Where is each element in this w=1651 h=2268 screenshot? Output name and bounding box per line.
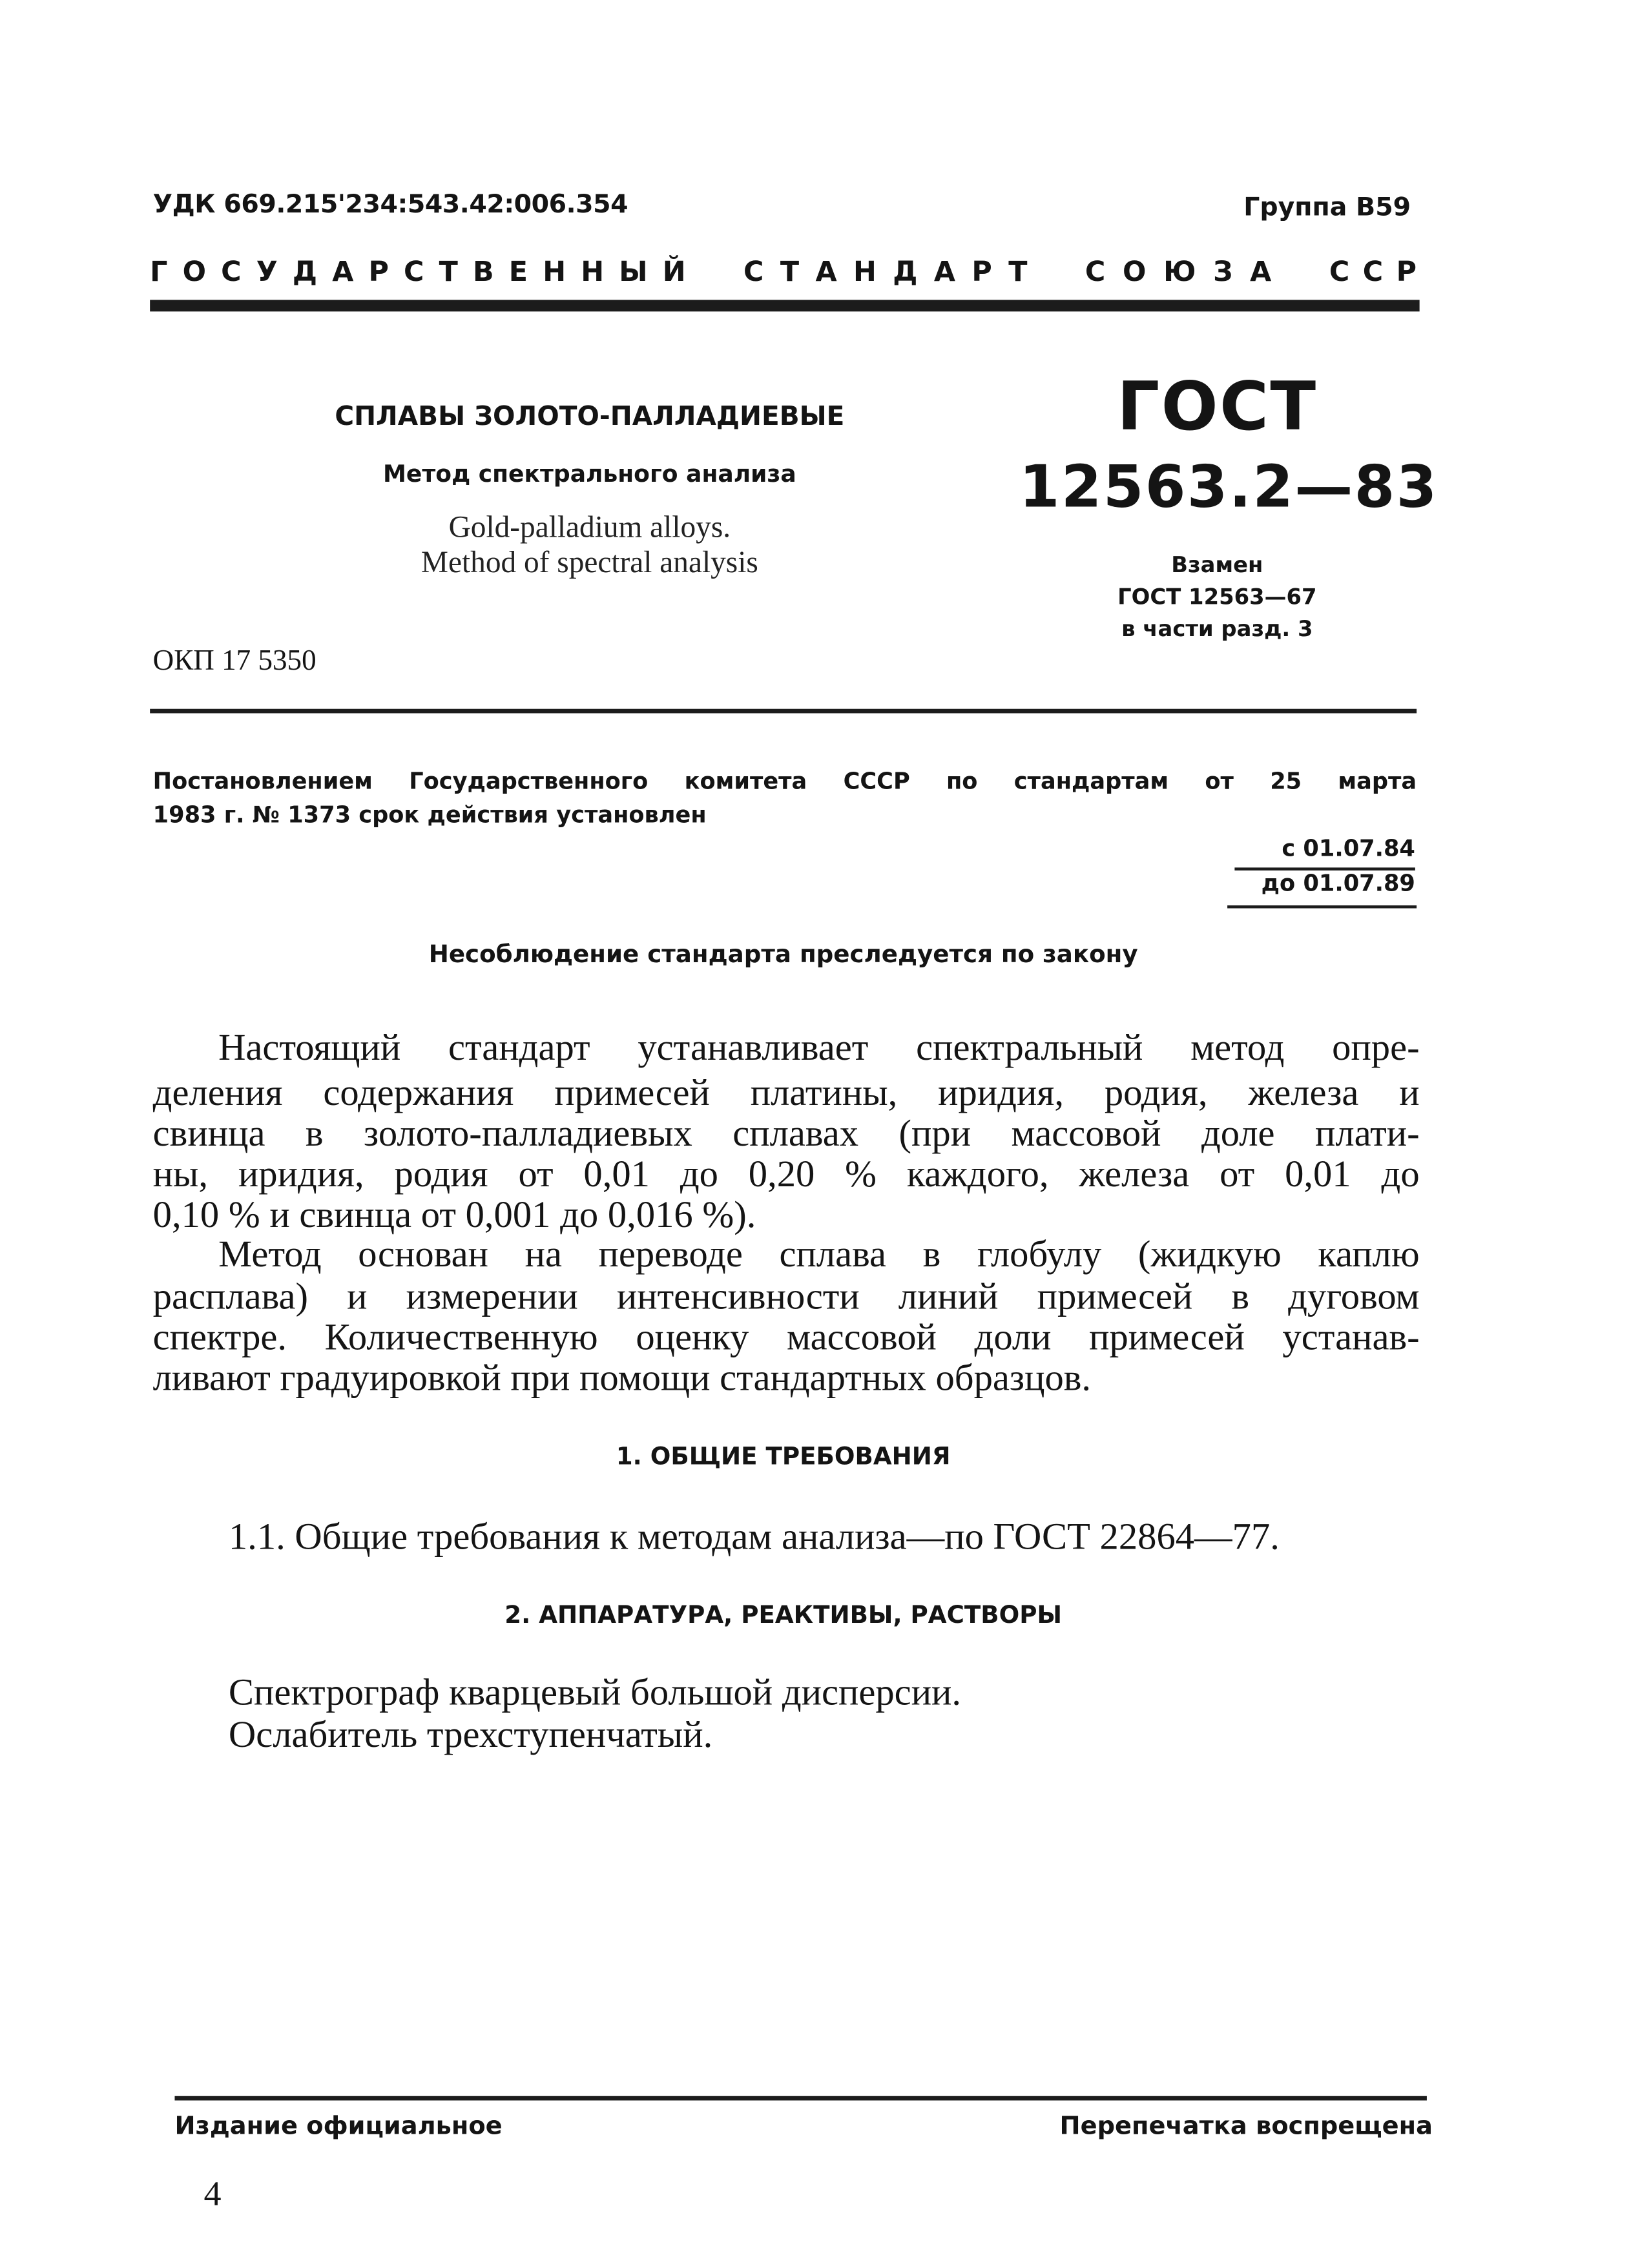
banner-letter: Р [1396, 256, 1417, 289]
decree-text-line: 1983 г. № 1373 срок действия установлен [152, 801, 707, 829]
banner-letter: С [1329, 256, 1350, 289]
replaces-label: Взамен [1171, 552, 1263, 578]
banner-letter: Й [662, 256, 686, 289]
banner-letter: Д [292, 256, 318, 289]
gost-number: 12563.2—83 [1019, 454, 1438, 521]
banner-letter: Р [971, 256, 992, 289]
okp-code: ОКП 17 5350 [152, 644, 317, 677]
banner-letter: А [933, 256, 956, 289]
banner-rule [150, 300, 1419, 311]
document-subtitle-en: Method of spectral analysis [421, 544, 758, 580]
paragraph-line: деления содержания примесей платины, иридия, родия, железа и [152, 1071, 1420, 1114]
banner-letter: А [815, 256, 837, 289]
banner-letter: Д [893, 256, 918, 289]
banner-word [1085, 256, 1272, 289]
banner-letter: С [1362, 256, 1384, 289]
paragraph-line: спектре. Количественную оценку массовой доли примесей устанав- [152, 1315, 1420, 1358]
effective-date-from: с 01.07.84 [1282, 835, 1415, 862]
equipment-item: Спектрограф кварцевый большой дисперсии. [228, 1671, 962, 1713]
banner-letter: С [1085, 256, 1106, 289]
banner-letter: А [332, 256, 354, 289]
document-title-en: Gold-palladium alloys. [448, 509, 731, 544]
date-underline [1227, 905, 1417, 909]
banner-letter: У [256, 256, 278, 289]
paragraph-line: свинца в золото-палладиевых сплавах (при массовой доле плати- [152, 1112, 1420, 1155]
banner-letter: Н [543, 256, 566, 289]
banner-letter: Т [439, 256, 458, 289]
replaced-standard: ГОСТ 12563—67 [1117, 583, 1317, 610]
state-standard-banner [150, 256, 1417, 289]
footer-divider [174, 2096, 1426, 2101]
banner-letter: Т [1008, 256, 1028, 289]
section-heading: 2. АППАРАТУРА, РЕАКТИВЫ, РАСТВОРЫ [504, 1601, 1063, 1629]
replaced-section: в части разд. 3 [1121, 615, 1313, 643]
banner-letter: С [743, 256, 764, 289]
document-title-ru: СПЛАВЫ ЗОЛОТО-ПАЛЛАДИЕВЫЕ [335, 402, 845, 433]
clause-1-1: 1.1. Общие требования к методам анализа—по ГОСТ 22864—77. [228, 1515, 1280, 1558]
equipment-item: Ослабитель трехступенчатый. [228, 1713, 713, 1756]
banner-word [1329, 256, 1417, 289]
gost-label: ГОСТ [1117, 367, 1318, 446]
decree-text-line: Постановлением Государственного комитета СССР по стандартам от 25 марта [152, 768, 1417, 795]
paragraph-line: ны, иридия, родия от 0,01 до 0,20 % каждого, железа от 0,01 до [152, 1153, 1420, 1195]
section-heading: 1. ОБЩИЕ ТРЕБОВАНИЯ [616, 1442, 951, 1470]
udk-code: УДК 669.215'234:543.42:006.354 [152, 191, 628, 220]
official-edition-note: Издание официальное [174, 2112, 503, 2141]
banner-letter: В [473, 256, 494, 289]
banner-letter: Т [780, 256, 800, 289]
banner-letter: О [182, 256, 207, 289]
paragraph-line: ливают градуировкой при помощи стандартных образцов. [152, 1356, 1092, 1399]
banner-word [743, 256, 1028, 289]
banner-letter: Е [508, 256, 528, 289]
paragraph-line: Метод основан на переводе сплава в глобулу (жидкую каплю [218, 1233, 1420, 1275]
banner-letter: Н [853, 256, 877, 289]
banner-letter: А [1250, 256, 1272, 289]
banner-letter: О [1123, 256, 1147, 289]
banner-letter: Ю [1163, 256, 1196, 289]
legal-warning: Несоблюдение стандарта преследуется по закону [428, 940, 1138, 968]
document-subtitle-ru: Метод спектрального анализа [383, 460, 796, 488]
banner-letter: С [404, 256, 424, 289]
banner-letter: З [1213, 256, 1233, 289]
effective-date-to: до 01.07.89 [1261, 870, 1415, 897]
banner-letter: Р [368, 256, 389, 289]
banner-letter: Ы [619, 256, 648, 289]
banner-letter: Н [581, 256, 605, 289]
classification-group: Группа В59 [1243, 193, 1411, 223]
paragraph-line: Настоящий стандарт устанавливает спектральный метод опре- [218, 1026, 1420, 1069]
page-number: 4 [203, 2176, 222, 2214]
header-divider [150, 709, 1417, 714]
banner-letter: Г [150, 256, 168, 289]
banner-word [150, 256, 685, 289]
paragraph-line: 0,10 % и свинца от 0,001 до 0,016 %). [152, 1193, 756, 1236]
paragraph-line: расплава) и измерении интенсивности линий примесей в дуговом [152, 1275, 1420, 1317]
banner-letter: С [221, 256, 242, 289]
date-underline [1234, 867, 1415, 869]
reprint-prohibited-note: Перепечатка воспрещена [1059, 2112, 1433, 2141]
